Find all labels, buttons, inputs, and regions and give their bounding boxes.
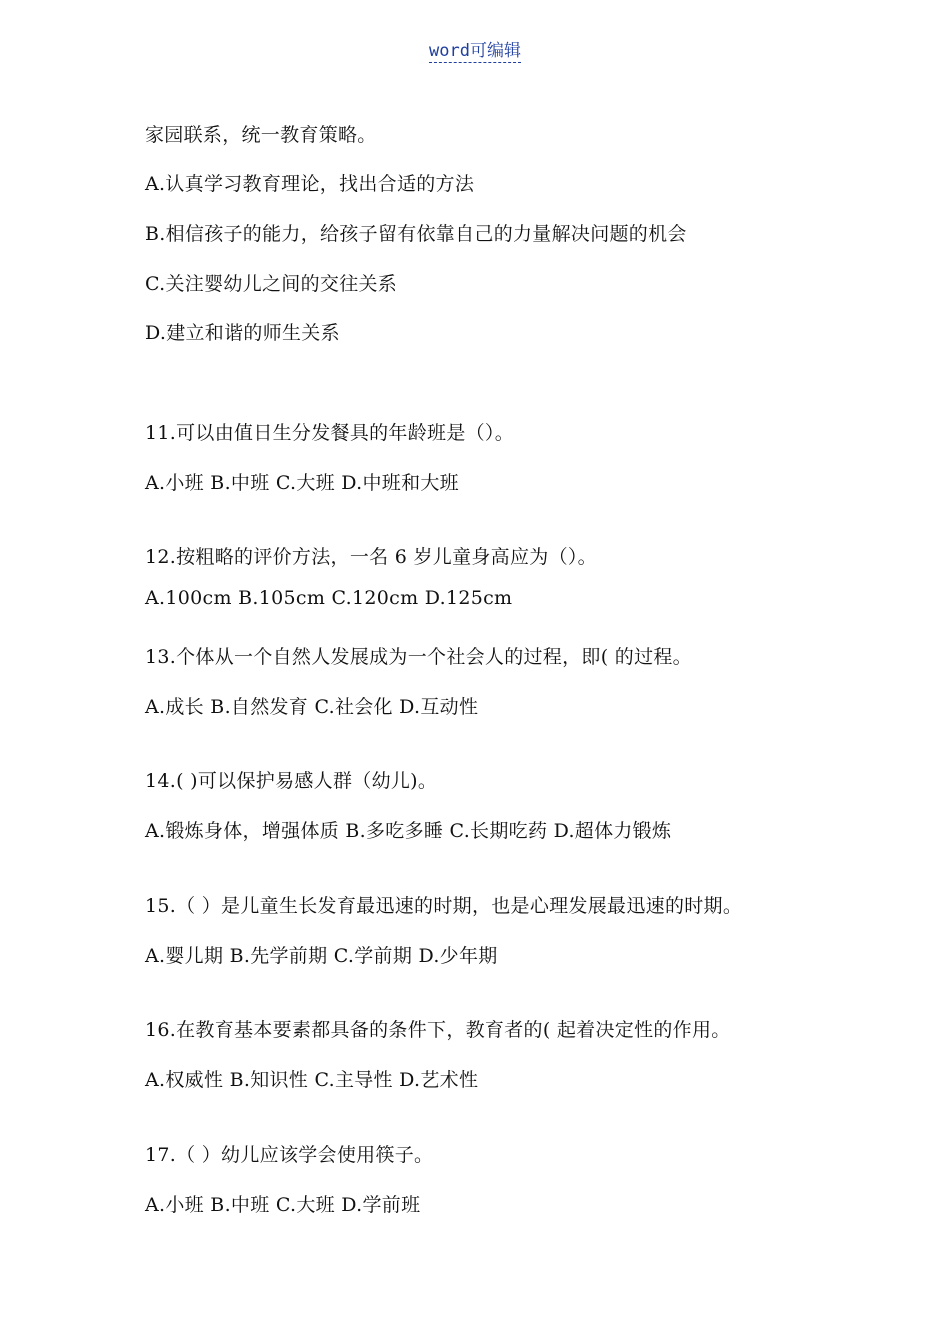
question-line: 13.个体从一个自然人发展成为一个社会人的过程，即( 的过程。 [145,646,692,668]
option-line: B.相信孩子的能力，给孩子留有依靠自己的力量解决问题的机会 [145,223,687,245]
option-line: C.关注婴幼儿之间的交往关系 [145,273,398,295]
question-line: 16.在教育基本要素都具备的条件下，教育者的( 起着决定性的作用。 [145,1019,731,1041]
question-line: 12.按粗略的评价方法，一名 6 岁儿童身高应为（）。 [145,546,597,568]
question-line: 17.（ ）幼儿应该学会使用筷子。 [145,1144,434,1166]
option-line: A.100cm B.105cm C.120cm D.125cm [145,587,513,609]
option-line: A.成长 B.自然发育 C.社会化 D.互动性 [145,696,479,718]
question-line: 11.可以由值日生分发餐具的年龄班是（）。 [145,422,515,444]
header-link-text[interactable]: word可编辑 [429,41,521,61]
option-line: D.建立和谐的师生关系 [145,322,340,344]
question-line: 14.( )可以保护易感人群（幼儿)。 [145,770,438,792]
header-link[interactable] [0,40,950,62]
text-line: 家园联系，统一教育策略。 [145,124,377,146]
option-line: A.小班 B.中班 C.大班 D.中班和大班 [145,472,459,494]
question-line: 15.（ ）是儿童生长发育最迅速的时期，也是心理发展最迅速的时期。 [145,895,743,917]
option-line: A.权威性 B.知识性 C.主导性 D.艺术性 [145,1069,479,1091]
option-line: A.锻炼身体，增强体质 B.多吃多睡 C.长期吃药 D.超体力锻炼 [145,820,672,842]
option-line: A.小班 B.中班 C.大班 D.学前班 [145,1194,421,1216]
option-line: A.婴儿期 B.先学前期 C.学前期 D.少年期 [145,945,498,967]
option-line: A.认真学习教育理论，找出合适的方法 [145,173,475,195]
